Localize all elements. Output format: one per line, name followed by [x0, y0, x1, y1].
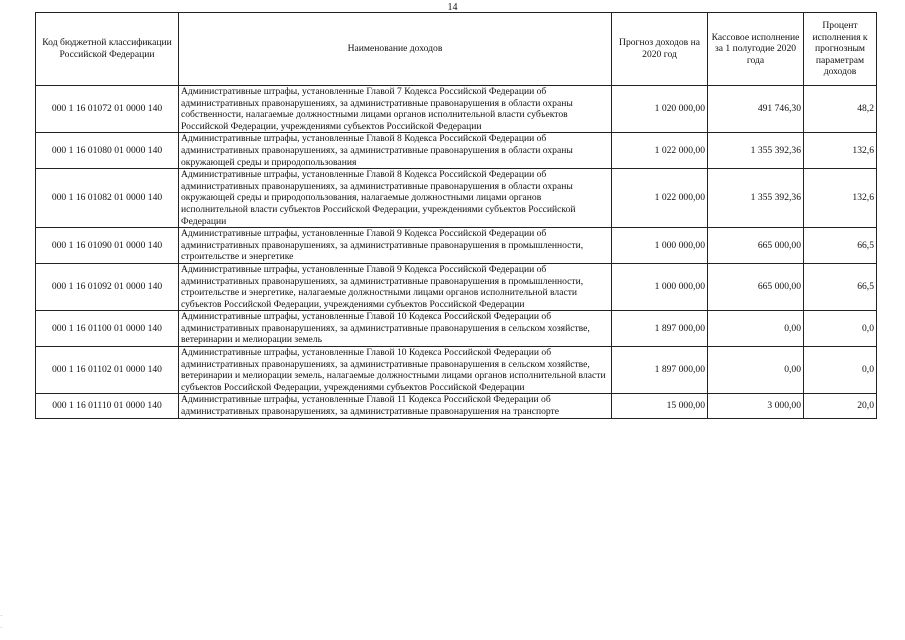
revenue-name-cell: Административные штрафы, установленные Главой 7 Кодекса Российской Федерации об административных правонарушениях, за административные правонарушения в области охраны собственности, налагаемые должностными лицами органов исполнительной власти субъектов Российской Федерации, учреждениями субъектов Российской Федерации [179, 86, 612, 133]
forecast-cell: 1 022 000,00 [612, 133, 708, 169]
revenue-execution-table [35, 12, 877, 419]
table-row [36, 228, 877, 264]
execution-cell: 491 746,30 [708, 86, 804, 133]
forecast-cell: 1 000 000,00 [612, 228, 708, 264]
header-name: Наименование доходов [179, 13, 612, 86]
revenue-name-cell: Административные штрафы, установленные Главой 8 Кодекса Российской Федерации об административных правонарушениях, за административные правонарушения в области охраны окружающей среды и природопользования, налагаемые должностными лицами органов исполнительной власти субъектов Российской Федерации, учреждениями субъектов Российской Федерации [179, 169, 612, 228]
budget-code-cell: 000 1 16 01080 01 0000 140 [36, 133, 179, 169]
percent-cell: 0,0 [804, 311, 877, 347]
percent-cell: 48,2 [804, 86, 877, 133]
table-row [36, 133, 877, 169]
forecast-cell: 1 897 000,00 [612, 347, 708, 394]
header-execution: Кассовое исполнение за 1 полугодие 2020 года [708, 13, 804, 86]
percent-cell: 132,6 [804, 133, 877, 169]
budget-code-cell: 000 1 16 01090 01 0000 140 [36, 228, 179, 264]
execution-cell: 1 355 392,36 [708, 133, 804, 169]
revenue-name-cell: Административные штрафы, установленные Главой 9 Кодекса Российской Федерации об административных правонарушениях, за административные правонарушения в промышленности, строительстве и энергетике, налагаемые должностными лицами органов исполнительной власти субъектов Российской Федерации, учреждениями субъектов Российской Федерации [179, 263, 612, 310]
header-forecast: Прогноз доходов на 2020 год [612, 13, 708, 86]
budget-code-cell: 000 1 16 01100 01 0000 140 [36, 311, 179, 347]
table-row [36, 347, 877, 394]
forecast-cell: 15 000,00 [612, 394, 708, 418]
budget-code-cell: 000 1 16 01082 01 0000 140 [36, 169, 179, 228]
execution-cell: 0,00 [708, 347, 804, 394]
budget-code-cell: 000 1 16 01072 01 0000 140 [36, 86, 179, 133]
revenue-name-cell: Административные штрафы, установленные Главой 9 Кодекса Российской Федерации об административных правонарушениях, за административные правонарушения в промышленности, строительстве и энергетике [179, 228, 612, 264]
percent-cell: 66,5 [804, 228, 877, 264]
percent-cell: 0,0 [804, 347, 877, 394]
header-code: Код бюджетной классификации Российской Федерации [36, 13, 179, 86]
header-percent: Процент исполнения к прогнозным параметрам доходов [804, 13, 877, 86]
revenue-name-cell: Административные штрафы, установленные Главой 11 Кодекса Российской Федерации об административных правонарушениях, за административные правонарушения на транспорте [179, 394, 612, 418]
budget-code-cell: 000 1 16 01092 01 0000 140 [36, 263, 179, 310]
budget-code-cell: 000 1 16 01110 01 0000 140 [36, 394, 179, 418]
revenue-name-cell: Административные штрафы, установленные Главой 10 Кодекса Российской Федерации об административных правонарушениях, за административные правонарушения в сельском хозяйстве, ветеринарии и мелиорации земель, налагаемые должностными лицами органов исполнительной власти субъектов Российской Федерации, учреждениями субъектов Российской Федерации [179, 347, 612, 394]
percent-cell: 132,6 [804, 169, 877, 228]
table-header-row [36, 13, 877, 86]
page-number: 14 [447, 2, 458, 13]
revenue-name-cell: Административные штрафы, установленные Главой 10 Кодекса Российской Федерации об административных правонарушениях, за административные правонарушения в сельском хозяйстве, ветеринарии и мелиорации земель [179, 311, 612, 347]
execution-cell: 665 000,00 [708, 228, 804, 264]
scan-edge-mark: · [0, 612, 3, 620]
forecast-cell: 1 022 000,00 [612, 169, 708, 228]
revenue-name-cell: Административные штрафы, установленные Главой 8 Кодекса Российской Федерации об административных правонарушениях, за административные правонарушения в области охраны окружающей среды и природопользования [179, 133, 612, 169]
execution-cell: 1 355 392,36 [708, 169, 804, 228]
table-row [36, 263, 877, 310]
percent-cell: 66,5 [804, 263, 877, 310]
forecast-cell: 1 897 000,00 [612, 311, 708, 347]
execution-cell: 665 000,00 [708, 263, 804, 310]
forecast-cell: 1 000 000,00 [612, 263, 708, 310]
scan-edge-mark: · [0, 624, 3, 632]
table-row [36, 86, 877, 133]
table-row [36, 394, 877, 418]
table-row [36, 169, 877, 228]
execution-cell: 0,00 [708, 311, 804, 347]
percent-cell: 20,0 [804, 394, 877, 418]
execution-cell: 3 000,00 [708, 394, 804, 418]
forecast-cell: 1 020 000,00 [612, 86, 708, 133]
table-row [36, 311, 877, 347]
budget-code-cell: 000 1 16 01102 01 0000 140 [36, 347, 179, 394]
